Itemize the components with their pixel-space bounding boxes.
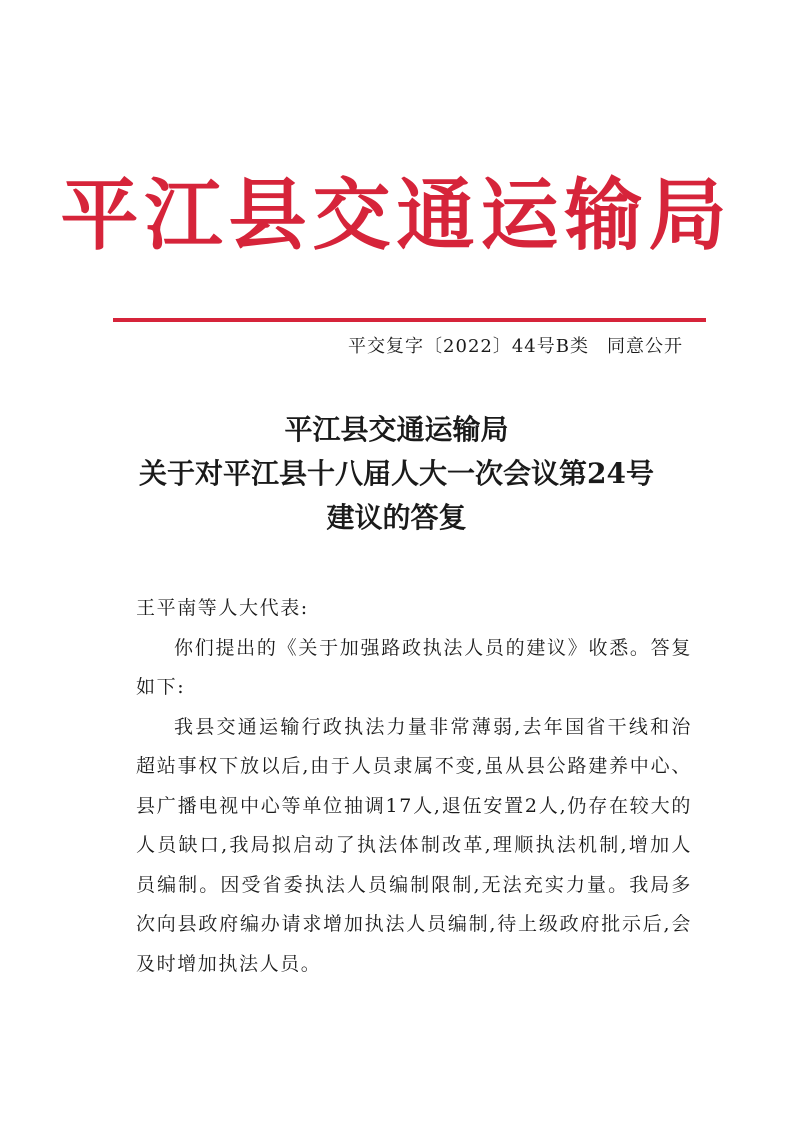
letterhead-red-rule (113, 318, 706, 322)
greeting: 王平南等人大代表: (136, 597, 309, 619)
reply-title-line-3: 建议的答复 (326, 501, 467, 534)
letterhead-org-name: 平江县交通运输局 (60, 171, 733, 261)
document-body (136, 589, 692, 984)
disclosure-status: 同意公开 (607, 336, 683, 357)
reply-title-line-1: 平江县交通运输局 (284, 413, 509, 446)
document-number: 平交复字〔2022〕44号B类 (348, 336, 589, 357)
body-paragraph-1: 你们提出的《关于加强路政执法人员的建议》收悉。答复如下: (136, 636, 692, 698)
body-paragraph-2: 我县交通运输行政执法力量非常薄弱,去年国省干线和治超站事权下放以后,由于人员隶属不变,虽从县公路建养中心、县广播电视中心等单位抽调17人,退伍安置2人,仍存在较大的人员缺口,我局拟启动了执法体制改革,理顺执法机制,增加人员编制。因受省委执法人员编制限制,无法充实力量。我局多次向县政府编办请求增加执法人员编制,待上级政府批示后,会及时增加执法人员。 (136, 715, 692, 975)
reply-title (0, 408, 793, 540)
reply-title-line-2: 关于对平江县十八届人大一次会议第24号 (139, 457, 654, 490)
document-number-line (348, 334, 683, 360)
